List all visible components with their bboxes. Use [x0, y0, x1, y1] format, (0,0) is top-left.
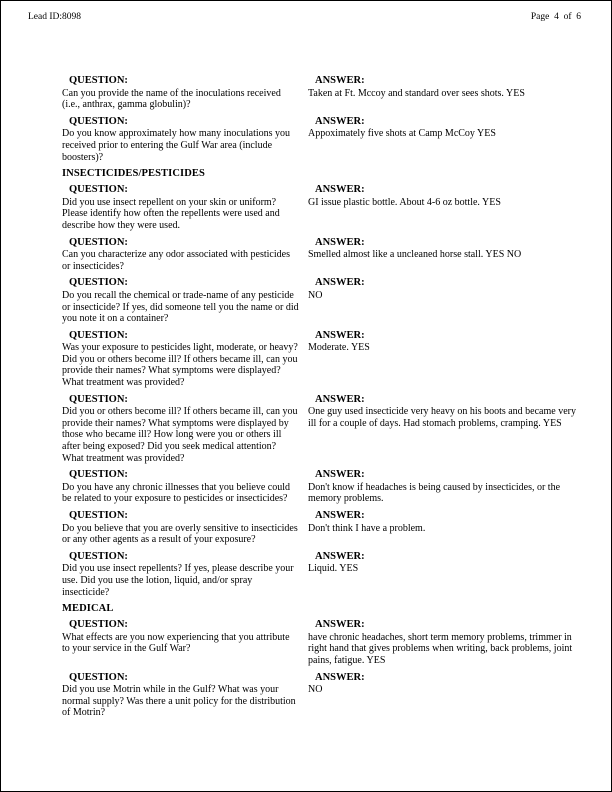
question-text: Did you use Motrin while in the Gulf? What was your normal supply? Was there a unit policy for the distribution of Motrin?: [62, 684, 296, 719]
question-text: Did you use insect repellent on your skin or uniform? Please identify how often the repellents were used and describe how they were used.: [62, 196, 280, 231]
question-text: Do you know approximately how many inoculations you received prior to entering the Gulf War area (include boosters)?: [62, 128, 291, 163]
question-label: QUESTION:: [69, 550, 128, 562]
answer-text: GI issue plastic bottle. About 4-6 oz bottle. YES: [308, 196, 501, 208]
question-label: QUESTION:: [69, 671, 128, 683]
qa-row: [62, 237, 577, 273]
qa-row: [62, 75, 577, 111]
answer-label: ANSWER:: [315, 550, 365, 562]
question-text: Do you have any chronic illnesses that you believe could be related to your exposure to pesticides or insecticides?: [62, 481, 290, 505]
answer-text: Don't think I have a problem.: [308, 522, 426, 534]
question-text: Did you use insect repellents? If yes, please describe your use. Did you use the lotion, liquid, and/or spray insecticide?: [62, 563, 294, 598]
answer-text: Don't know if headaches is being caused by insecticides, or the memory problems.: [308, 481, 561, 505]
answer-label: ANSWER:: [315, 619, 365, 631]
answer-cell: [308, 330, 577, 389]
answer-label: ANSWER:: [315, 236, 365, 248]
question-label: QUESTION:: [69, 236, 128, 248]
question-text: Can you characterize any odor associated with pesticides or insecticides?: [62, 249, 290, 272]
answer-label: ANSWER:: [315, 115, 365, 127]
answer-cell: [308, 184, 577, 231]
answer-label: ANSWER:: [315, 75, 365, 86]
page-header: [28, 12, 581, 22]
answer-text: Liquid. YES: [308, 563, 359, 575]
answer-text: Appoximately five shots at Camp McCoy YES: [308, 128, 496, 140]
answer-text: Smelled almost like a uncleaned horse stall. YES NO: [308, 249, 522, 261]
question-cell: [62, 277, 299, 324]
answer-text: Taken at Ft. Mccoy and standard over sees shots. YES: [308, 87, 525, 99]
qa-row: [62, 551, 577, 598]
section-heading: INSECTICIDES/PESTICIDES: [62, 168, 205, 180]
qa-row: [62, 277, 577, 324]
qa-content: [62, 75, 577, 724]
question-label: QUESTION:: [69, 184, 128, 196]
question-cell: [62, 116, 299, 163]
answer-cell: [308, 672, 577, 719]
question-text: Can you provide the name of the inoculations received (i.e., anthrax, gamma globulin)?: [62, 87, 281, 111]
qa-row: [62, 672, 577, 719]
qa-row: [62, 469, 577, 505]
answer-cell: [308, 116, 577, 163]
question-text: Did you or others become ill? If others became ill, can you provide their names? What symptoms were displayed by those who became ill? How long were you or others ill after being exposed? Did you seek medical attention? What treatment was provided?: [62, 406, 298, 464]
answer-label: ANSWER:: [315, 469, 365, 481]
question-text: What effects are you now experiencing that you attribute to your service in the Gulf War?: [62, 631, 290, 655]
question-label: QUESTION:: [69, 329, 128, 341]
question-cell: [62, 469, 299, 505]
question-cell: [62, 394, 299, 465]
question-label: QUESTION:: [69, 619, 128, 631]
answer-cell: [308, 237, 577, 273]
section-heading: MEDICAL: [62, 603, 114, 615]
question-text: Do you believe that you are overly sensitive to insecticides or any other agents as a result of your exposure?: [62, 522, 298, 546]
question-text: Do you recall the chemical or trade-name of any pesticide or insecticide? If yes, did someone tell you the name or did you note it on a container?: [62, 289, 299, 325]
qa-row: [62, 510, 577, 546]
answer-text: NO: [308, 684, 323, 696]
answer-text: have chronic headaches, short term memory problems, trimmer in right hand that gives problems when writing, back problems, joint pains, fatigue. YES: [308, 631, 573, 666]
answer-cell: [308, 277, 577, 324]
page-number: Page 4 of 6: [530, 12, 581, 22]
answer-label: ANSWER:: [315, 329, 365, 341]
answer-label: ANSWER:: [315, 510, 365, 521]
lead-id: Lead ID:8098: [28, 12, 82, 22]
answer-text: Moderate. YES: [308, 342, 370, 354]
answer-label: ANSWER:: [315, 184, 365, 196]
question-cell: [62, 75, 299, 111]
answer-cell: [308, 510, 577, 546]
question-label: QUESTION:: [69, 115, 128, 127]
answer-cell: [308, 619, 577, 666]
question-label: QUESTION:: [69, 393, 128, 405]
question-label: QUESTION:: [69, 510, 128, 521]
question-cell: [62, 237, 299, 273]
question-label: QUESTION:: [69, 277, 128, 289]
question-cell: [62, 672, 299, 719]
question-cell: [62, 619, 299, 666]
qa-row: [62, 619, 577, 666]
answer-text: NO: [308, 289, 323, 301]
question-cell: [62, 184, 299, 231]
qa-row: [62, 330, 577, 389]
qa-row: [62, 184, 577, 231]
question-cell: [62, 510, 299, 546]
answer-text: One guy used insecticide very heavy on his boots and became very ill for a couple of days. Had stomach problems, cramping. YES: [308, 406, 576, 429]
qa-row: [62, 116, 577, 163]
answer-cell: [308, 75, 577, 111]
question-label: QUESTION:: [69, 75, 128, 86]
question-cell: [62, 330, 299, 389]
answer-label: ANSWER:: [315, 277, 365, 289]
answer-cell: [308, 469, 577, 505]
answer-cell: [308, 394, 577, 465]
question-text: Was your exposure to pesticides light, moderate, or heavy? Did you or others become ill? If others became ill, can you provide their names? What symptoms were displayed? What treatment was provided?: [62, 342, 298, 389]
qa-row: [62, 394, 577, 465]
question-cell: [62, 551, 299, 598]
answer-label: ANSWER:: [315, 671, 365, 683]
answer-label: ANSWER:: [315, 393, 365, 405]
question-label: QUESTION:: [69, 469, 128, 481]
answer-cell: [308, 551, 577, 598]
